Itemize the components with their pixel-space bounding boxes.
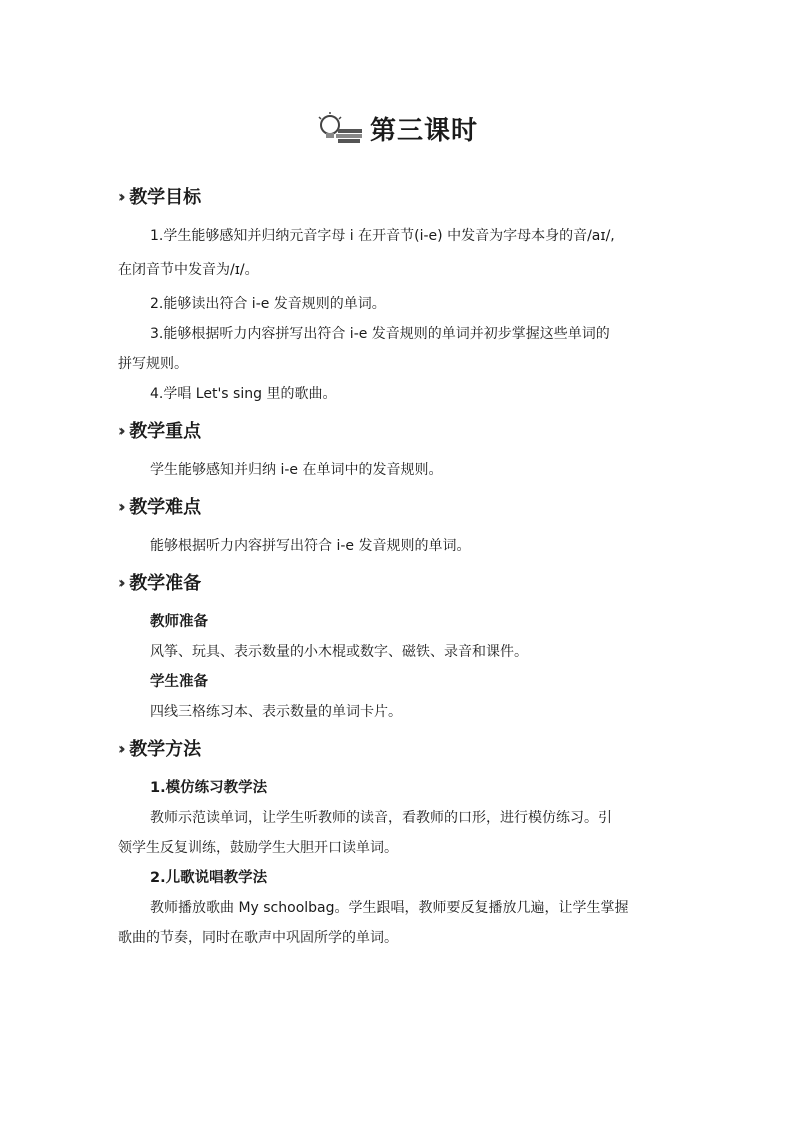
content (118, 175, 678, 953)
section-title: 教学方法 (129, 739, 202, 760)
double-chevron-icon: ›› (118, 186, 122, 206)
double-chevron-icon: ›› (118, 738, 122, 758)
method-2-label: 2.儿歌说唱教学法 (150, 870, 268, 886)
method-1-text: 教师示范读单词，让学生听教师的读音，看教师的口形，进行模仿练习。引 (150, 810, 612, 826)
objective-line: 3.能够根据听力内容拼写出符合 i-e 发音规则的单词并初步掌握这些单词的 (150, 326, 610, 342)
section-title: 教学目标 (129, 187, 202, 208)
teacher-prep-text: 风筝、玩具、表示数量的小木棍或数字、磁铁、录音和课件。 (150, 644, 528, 660)
double-chevron-icon: ›› (118, 496, 122, 516)
section-title: 教学难点 (129, 497, 202, 518)
double-chevron-icon: ›› (118, 420, 122, 440)
objective-line: 4.学唱 Let's sing 里的歌曲。 (150, 386, 337, 402)
method-2-text-cont: 歌曲的节奏，同时在歌声中巩固所学的单词。 (118, 930, 398, 946)
double-chevron-icon: ›› (118, 572, 122, 592)
teacher-prep-label: 教师准备 (150, 614, 208, 630)
key-points-text: 学生能够感知并归纳 i-e 在单词中的发音规则。 (150, 462, 443, 478)
section-title: 教学准备 (129, 573, 202, 594)
student-prep-text: 四线三格练习本、表示数量的单词卡片。 (150, 704, 402, 720)
section-heading-objectives (118, 181, 678, 211)
difficulties-text: 能够根据听力内容拼写出符合 i-e 发音规则的单词。 (150, 538, 471, 554)
method-1-text-cont: 领学生反复训练，鼓励学生大胆开口读单词。 (118, 840, 398, 856)
title-row (316, 110, 478, 147)
objective-line: 在闭音节中发音为/ɪ/。 (118, 262, 259, 278)
objective-line: 2.能够读出符合 i-e 发音规则的单词。 (150, 296, 386, 312)
page-title: 第三课时 (369, 116, 478, 146)
student-prep-label: 学生准备 (150, 674, 208, 690)
objective-line: 拼写规则。 (118, 356, 188, 372)
method-2-text: 教师播放歌曲 My schoolbag。学生跟唱，教师要反复播放几遍，让学生掌握 (150, 900, 629, 916)
section-heading-difficulties (118, 491, 678, 521)
section-heading-key-points (118, 415, 678, 445)
section-heading-methods (118, 733, 678, 763)
lightbulb-book-icon (316, 111, 366, 147)
method-1-label: 1.模仿练习教学法 (150, 780, 268, 796)
section-title: 教学重点 (129, 421, 202, 442)
title-area (0, 110, 794, 151)
objective-line: 1.学生能够感知并归纳元音字母 i 在开音节(i-e) 中发音为字母本身的音/aɪ/, (150, 228, 615, 244)
section-heading-preparation (118, 567, 678, 597)
